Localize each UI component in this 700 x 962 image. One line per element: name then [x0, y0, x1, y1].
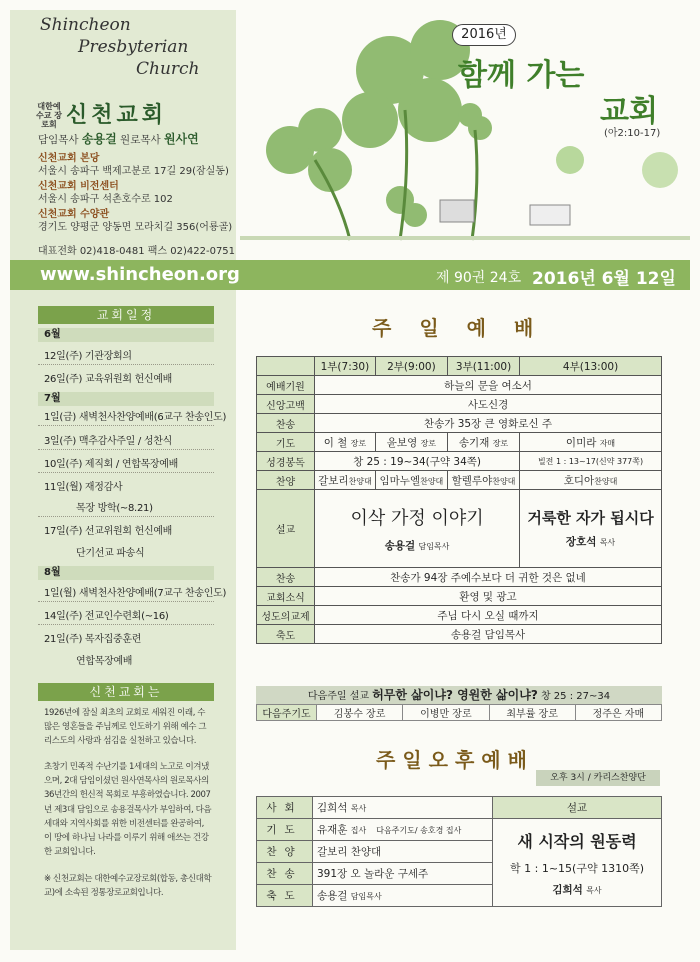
creed: 사도신경	[315, 395, 662, 414]
month-july: 7월	[38, 392, 214, 406]
schedule-item: 14일(주) 전교인수련회(~16)	[44, 611, 169, 622]
schedule-item: 12일(주) 기관장회의	[44, 351, 132, 362]
location-retreat: 신천교회 수양관 경기도 양평군 양동면 모라치길 356(어룡골)	[38, 209, 233, 233]
schedule-item: 21일(주) 목자집중훈련	[44, 634, 142, 645]
church-name: 신천교회	[66, 103, 168, 128]
about-paragraph-1: 1926년에 잠실 최초의 교회로 세워진 이래, 수많은 영혼들을 주님께로 인도하기 위해 예수 그리스도의 사랑과 섬김을 실천하고 있습니다.	[44, 708, 207, 747]
month-june: 6월	[38, 328, 214, 342]
about-footnote: ※ 신천교회는 대한예수교장로회(합동, 총신대학교)에 소속된 정통장로교회입니다.	[44, 874, 212, 899]
prayer-3: 송기재 장로	[447, 433, 519, 452]
schedule-item: 연합목장예배	[76, 656, 133, 667]
fellowship: 주님 다시 오실 때까지	[315, 606, 662, 625]
emeritus-name: 원사연	[163, 132, 199, 146]
prayer-2: 윤보영 장로	[375, 433, 447, 452]
service-2: 2부(9:00)	[375, 357, 447, 376]
theme-title-2: 교회	[600, 94, 658, 129]
next-week-prayers: 다음주기도 김봉수 장로 이병만 장로 최부률 장로 정주은 자매	[256, 704, 662, 721]
script-line-2: Presbyterian	[78, 37, 189, 57]
schedule-item: 1일(월) 새벽천사찬양예배(7교구 찬송인도)	[44, 588, 227, 599]
afternoon-sermon: 새 시작의 원동력 학 1 : 1~15(구약 1310쪽) 김희석 목사	[493, 819, 662, 907]
schedule-item: 목장 방학(~8.21)	[76, 503, 153, 514]
about-title: 신천교회는	[38, 683, 214, 701]
church-news: 환영 및 광고	[315, 587, 662, 606]
choir-4: 호디아찬양대	[520, 471, 662, 490]
afternoon-time: 오후 3시 / 카리스찬양단	[536, 770, 660, 786]
script-line-1: Shincheon	[40, 15, 131, 35]
script-line-3: Church	[136, 59, 200, 79]
location-vision: 신천교회 비전센터 서울시 송파구 석촌호수로 102	[38, 181, 173, 205]
choir-3: 할렐루야찬양대	[447, 471, 519, 490]
scripture-reading-4: 빌전 1 : 13~17(신약 377쪽)	[520, 452, 662, 471]
pastors-line	[38, 130, 199, 147]
service-1: 1부(7:30)	[315, 357, 376, 376]
choir-2: 임마누엘찬양대	[375, 471, 447, 490]
church-script-logo	[40, 14, 200, 80]
sermon-fourth: 거룩한 자가 됩시다 장호석 목사	[520, 490, 662, 568]
emeritus-label: 원로목사	[120, 134, 161, 146]
schedule-item: 10일(주) 제직회 / 연합목장예배	[44, 459, 178, 470]
next-week-sermon: 다음주일 설교 허무한 삶이냐? 영원한 삶이냐? 창 25 : 27~34	[256, 686, 662, 704]
schedule-item: 3일(주) 맥추감사주일 / 성찬식	[44, 436, 172, 447]
choir-1: 갈보리찬양대	[315, 471, 376, 490]
year-badge: 2016년	[452, 24, 516, 46]
service-3: 3부(11:00)	[447, 357, 519, 376]
hymn-1: 찬송가 35장 큰 영화로신 주	[315, 414, 662, 433]
afternoon-sermon-header: 설교	[493, 797, 662, 819]
prayer-1: 이 철 장로	[315, 433, 376, 452]
month-august: 8월	[38, 566, 214, 580]
afternoon-service-title: 주일오후예배	[376, 748, 534, 772]
theme-verse: (아2:10-17)	[604, 128, 661, 139]
benediction: 송용걸 담임목사	[315, 625, 662, 644]
scripture-reading: 창 25 : 19~34(구약 34쪽)	[315, 452, 520, 471]
website-link[interactable]: www.shincheon.org	[40, 264, 240, 285]
phone-fax: 대표전화 02)418-0481 팩스 02)422-0751	[38, 246, 236, 257]
prayer-4: 이미라 자매	[520, 433, 662, 452]
theme-title-1: 함께 가는	[458, 58, 585, 93]
sermon-main: 이삭 가정 이야기 송용걸 담임목사	[315, 490, 520, 568]
schedule-title: 교회일정	[38, 306, 214, 324]
pastor-label: 담임목사	[38, 134, 79, 146]
schedule-item: 26일(주) 교육위원회 헌신예배	[44, 374, 173, 385]
schedule-item: 11일(월) 재정감사	[44, 482, 123, 493]
schedule-item: 1일(금) 새벽천사찬양예배(6교구 찬송인도)	[44, 412, 227, 423]
schedule-item: 단기선교 파송식	[76, 548, 145, 559]
issue-number: 제 90권 24호	[436, 270, 522, 286]
pastor-name: 송용걸	[81, 132, 117, 146]
schedule-item: 17일(주) 선교위원회 헌신예배	[44, 526, 173, 537]
hymn-2: 찬송가 94장 주예수보다 더 귀한 것은 없네	[315, 568, 662, 587]
morning-service-title: 주일예배	[372, 316, 562, 340]
about-paragraph-2: 초창기 민족적 수난기를 1세대의 노고로 이겨냈으며, 2대 담임이셨던 원사연목사의 원로목사의 36년간의 헌신적 목회로 부흥하였습니다. 2007년 제3대 담임으로 송용걸목사가 부임하여, 다음세대와 지역사회를 위한 비전센터를 완공하여, 이 땅에 하나님 나라를 이루기 위해 애쓰는 건강한 교회입니다.	[44, 762, 212, 858]
morning-order-table: 1부(7:30) 2부(9:00) 3부(11:00) 4부(13:00) 예배기원 하늘의 문을 여소서 신앙고백 사도신경 찬송 찬송가 35장 큰 영화로신 주 기도 이 철 장로 윤보영 장로 송기재 장로 이미라 자매 성경봉독 창 25 : 19~34(구약 34쪽) 빌전 1 : 13~17(신약 377쪽) 찬양 갈보리찬양대 임마누엘찬양대 할렐루야찬양대 호디아찬양대 설교 이삭 가정 이야기 송용걸 담임목사 거룩한 자가 됩시다 장호석 목사 찬송 찬송가 94장 주예수보다 더 귀한 것은 없네 교회소식 환영 및 광고 성도의교제 주님 다시 오실 때까지 축도 송용걸 담임목사	[256, 356, 662, 644]
call-to-worship: 하늘의 문을 여소서	[315, 376, 662, 395]
denomination: 대한예수교 장로회	[36, 102, 62, 129]
service-4: 4부(13:00)	[520, 357, 662, 376]
bulletin-date: 2016년 6월 12일	[532, 269, 676, 289]
afternoon-order-table: 사회 김희석 목사 설교 기도 유재훈 집사 다음주기도/ 송호경 집사 새 시작의 원동력 학 1 : 1~15(구약 1310쪽) 김희석 목사 찬양 갈보리 찬양대 찬송 391장 오 놀라운 구세주 축도 송용걸 담임목사	[256, 796, 662, 907]
location-main: 신천교회 본당 서울시 송파구 백제고분로 17길 29(잠실동)	[38, 153, 229, 177]
